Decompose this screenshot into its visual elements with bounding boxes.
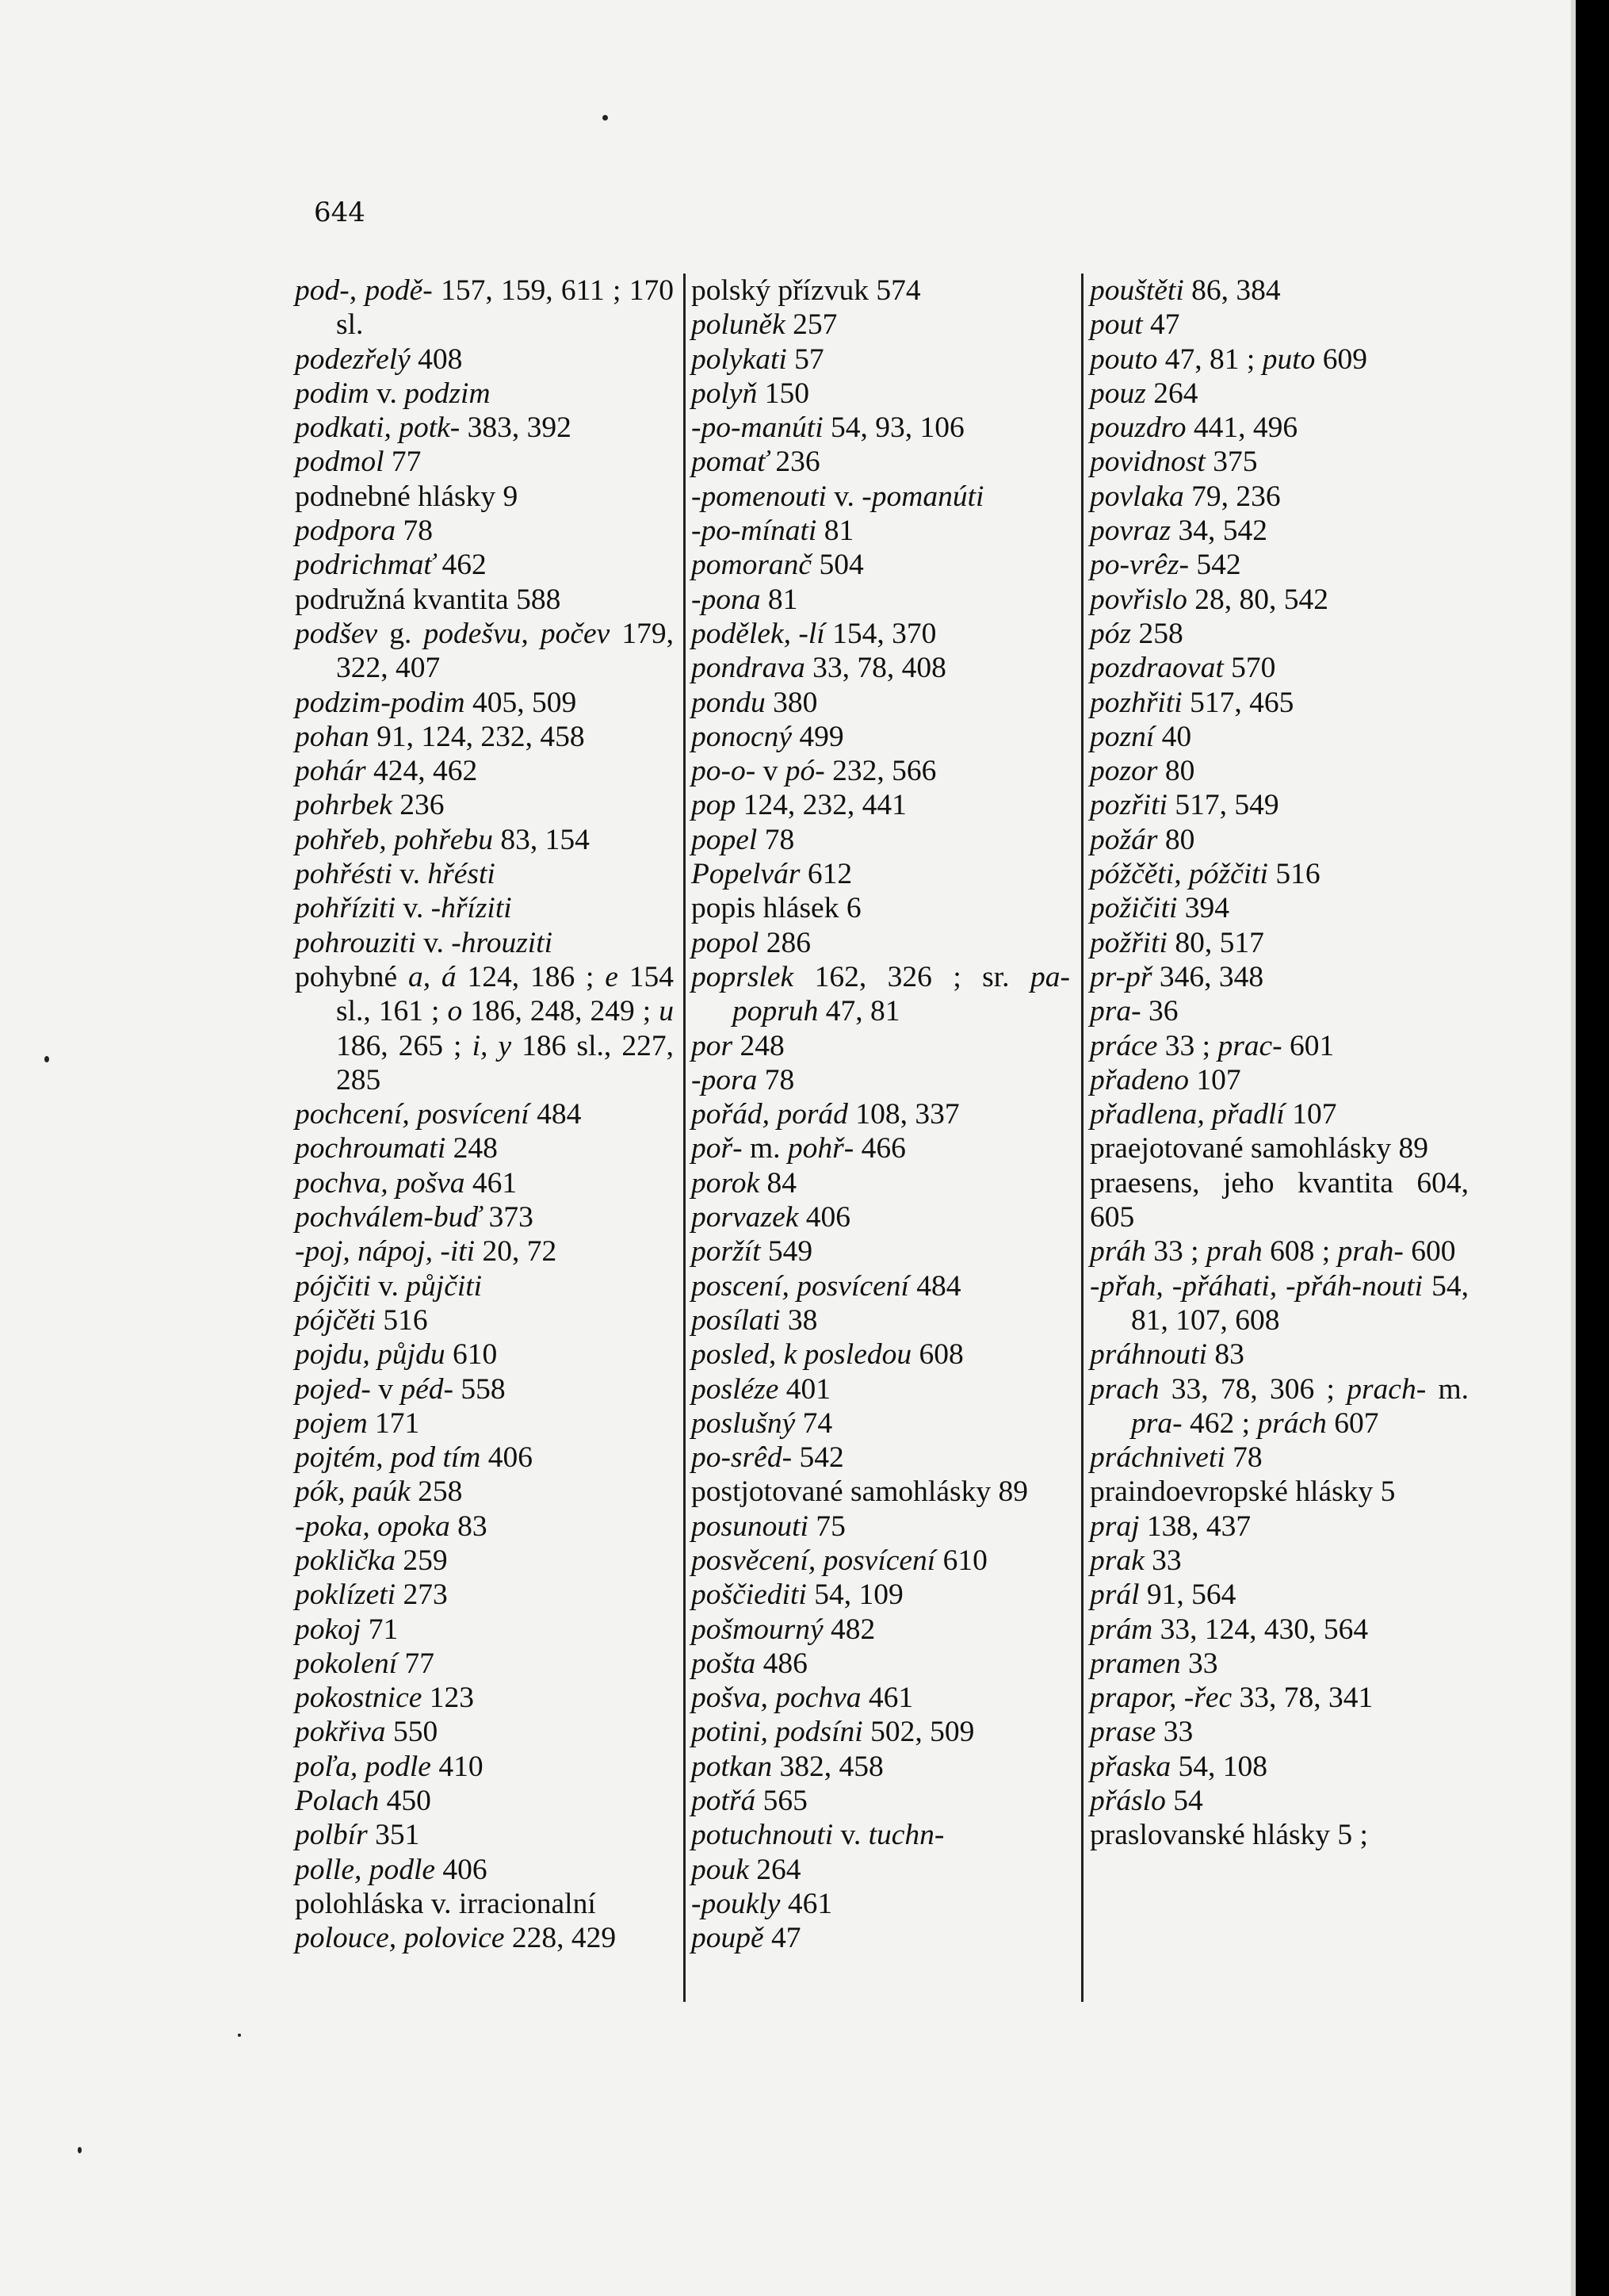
index-entry: přáslo 54: [1090, 1785, 1203, 1818]
index-entry: pout 47: [1090, 308, 1180, 342]
index-entry: povlaka 79, 236: [1090, 480, 1281, 513]
index-entry: praesens, jeho kvantita 604, 605: [1090, 1166, 1469, 1234]
index-entry: pouzdro 441, 496: [1090, 411, 1298, 445]
index-entry: podělek, -lí 154, 370: [691, 617, 937, 650]
print-speck: [238, 2034, 241, 2037]
index-entry: po-vrêz- 542: [1090, 549, 1241, 582]
index-entry: posunouti 75: [691, 1510, 846, 1543]
index-entry: práhnouti 83: [1090, 1338, 1244, 1372]
index-entry: -pora 78: [691, 1063, 795, 1096]
index-entry: praindoevropské hlásky 5: [1090, 1475, 1396, 1509]
index-entry: povřislo 28, 80, 542: [1090, 583, 1329, 616]
index-entry: potini, podsíni 502, 509: [691, 1716, 975, 1749]
index-entry: -poka, opoka 83: [295, 1510, 487, 1543]
index-entry: pohár 424, 462: [295, 755, 478, 788]
index-entry: podezřelý 408: [295, 342, 463, 376]
index-entry: práce 33 ; prac- 601: [1090, 1029, 1335, 1062]
index-entry: podšev g. podešvu, počev 179, 322, 407: [295, 617, 674, 685]
index-entry: pop 124, 232, 441: [691, 789, 907, 822]
index-entry: pr-př 346, 348: [1090, 960, 1264, 993]
index-entry: práchniveti 78: [1090, 1441, 1263, 1475]
index-entry: -poukly 461: [691, 1887, 833, 1920]
index-entry: polyň 150: [691, 377, 809, 410]
print-speck: [44, 1056, 49, 1062]
index-entry: pójčiti v. půjčiti: [295, 1269, 483, 1303]
index-entry: póžčěti, póžčiti 516: [1090, 858, 1320, 891]
index-entry: pokřiva 550: [295, 1716, 438, 1749]
index-entry: potuchnouti v. tuchn-: [691, 1819, 945, 1852]
index-entry: pouto 47, 81 ; puto 609: [1090, 342, 1368, 376]
index-entry: pozor 80: [1090, 755, 1195, 788]
index-entry: podzim-podim 405, 509: [295, 686, 577, 719]
index-entry: pohrouziti v. -hrouziti: [295, 926, 553, 959]
index-column-1: [295, 274, 674, 1956]
index-entry: povidnost 375: [1090, 446, 1258, 479]
index-entry: pošva, pochva 461: [691, 1682, 914, 1715]
index-entry: popis hlásek 6: [691, 892, 862, 925]
index-entry: podmol 77: [295, 446, 422, 479]
index-entry: pók, paúk 258: [295, 1475, 463, 1509]
index-entry: pošmourný 482: [691, 1613, 876, 1646]
index-entry: polbír 351: [295, 1819, 420, 1852]
index-entry: podnebné hlásky 9: [295, 480, 518, 513]
index-entry: -poj, nápoj, -iti 20, 72: [295, 1235, 557, 1269]
index-entry: poscení, posvícení 484: [691, 1269, 961, 1303]
index-entry: pokolení 77: [295, 1647, 435, 1680]
index-entry: požřiti 80, 517: [1090, 926, 1264, 959]
index-entry: pohrbek 236: [295, 789, 445, 822]
index-entry: pójčěti 516: [295, 1303, 428, 1337]
index-entry: pohříziti v. -hříziti: [295, 892, 512, 925]
index-entry: prapor, -řec 33, 78, 341: [1090, 1682, 1374, 1715]
index-entry: polykati 57: [691, 342, 824, 376]
index-entry: poupě 47: [691, 1922, 801, 1955]
index-entry: ponocný 499: [691, 720, 844, 753]
index-entry: potkan 382, 458: [691, 1750, 884, 1783]
index-entry: podružná kvantita 588: [295, 583, 561, 616]
index-entry: praejotované samohlásky 89: [1090, 1132, 1428, 1165]
index-entry: pořád, porád 108, 337: [691, 1098, 960, 1131]
index-entry: pouštěti 86, 384: [1090, 274, 1281, 307]
index-entry: pohřeb, pohřebu 83, 154: [295, 823, 590, 856]
index-entry: pohan 91, 124, 232, 458: [295, 720, 585, 753]
index-entry: posléze 401: [691, 1372, 831, 1406]
index-entry: požár 80: [1090, 823, 1195, 856]
index-entry: pochválem-buď 373: [295, 1201, 533, 1234]
index-entry: poščiediti 54, 109: [691, 1578, 904, 1612]
print-speck: [602, 115, 608, 121]
index-entry: podrichmať 462: [295, 549, 487, 582]
index-entry: poprslek 162, 326 ; sr. pa-popruh 47, 81: [691, 960, 1070, 1028]
index-entry: pochcení, posvícení 484: [295, 1098, 582, 1131]
index-entry: poluněk 257: [691, 308, 838, 342]
index-entry: praj 138, 437: [1090, 1510, 1252, 1543]
index-entry: -po-mínati 81: [691, 515, 854, 548]
index-entry: podim v. podzim: [295, 377, 491, 410]
index-entry: po-o- v pó- 232, 566: [691, 755, 937, 788]
index-entry: polouce, polovice 228, 429: [295, 1922, 617, 1955]
index-entry: pod-, podě- 157, 159, 611 ; 170 sl.: [295, 274, 675, 342]
index-entry: poř- m. pohř- 466: [691, 1132, 906, 1165]
column-divider: [1081, 274, 1083, 2002]
index-entry: polohláska v. irracionalní: [295, 1887, 596, 1920]
index-entry: povraz 34, 542: [1090, 515, 1267, 548]
index-entry: pomať 236: [691, 446, 820, 479]
index-entry: pochroumati 248: [295, 1132, 498, 1165]
index-entry: prach 33, 78, 306 ; prach- m. pra- 462 ; prách 607: [1090, 1372, 1470, 1440]
index-entry: pozhřiti 517, 465: [1090, 686, 1294, 719]
index-entry: porok 84: [691, 1166, 797, 1200]
index-entry: podkati, potk- 383, 392: [295, 411, 571, 445]
index-entry: po-srêd- 542: [691, 1441, 844, 1475]
index-column-2: [691, 274, 1070, 1956]
index-entry: pondrava 33, 78, 408: [691, 652, 946, 685]
index-entry: Polach 450: [295, 1785, 431, 1818]
index-entry: porvazek 406: [691, 1201, 850, 1234]
index-entry: pojem 171: [295, 1406, 420, 1440]
index-entry: pomoranč 504: [691, 549, 864, 582]
index-entry: poržít 549: [691, 1235, 813, 1269]
index-entry: přaska 54, 108: [1090, 1750, 1267, 1783]
page-number: 644: [314, 197, 365, 228]
index-entry: prál 91, 564: [1090, 1578, 1236, 1612]
index-entry: por 248: [691, 1029, 785, 1062]
index-entry: potřá 565: [691, 1785, 808, 1818]
index-entry: pozdraovat 570: [1090, 652, 1276, 685]
index-entry: popol 286: [691, 926, 812, 959]
index-entry: přadeno 107: [1090, 1063, 1241, 1096]
index-entry: postjotované samohlásky 89: [691, 1475, 1028, 1509]
index-entry: -po-manúti 54, 93, 106: [691, 411, 965, 445]
index-entry: prase 33: [1090, 1716, 1194, 1749]
index-entry: posílati 38: [691, 1303, 818, 1337]
index-entry: pozřiti 517, 549: [1090, 789, 1279, 822]
index-entry: pokoj 71: [295, 1613, 399, 1646]
index-entry: póz 258: [1090, 617, 1183, 650]
index-entry: poklízeti 273: [295, 1578, 448, 1612]
index-entry: prak 33: [1090, 1544, 1182, 1577]
index-entry: prám 33, 124, 430, 564: [1090, 1613, 1369, 1646]
index-entry: pozní 40: [1090, 720, 1192, 753]
column-divider: [683, 274, 686, 2002]
index-entry: pojed- v péd- 558: [295, 1372, 506, 1406]
print-speck: [78, 2147, 82, 2153]
index-entry: pochva, pošva 461: [295, 1166, 518, 1200]
index-entry: pošta 486: [691, 1647, 808, 1680]
index-entry: pouz 264: [1090, 377, 1198, 410]
index-entry: polský přízvuk 574: [691, 274, 921, 307]
index-entry: pojdu, půjdu 610: [295, 1338, 498, 1372]
index-entry: požičiti 394: [1090, 892, 1230, 925]
index-entry: přadlena, přadlí 107: [1090, 1098, 1337, 1131]
index-entry: -přah, -přáhati, -přáh-nouti 54, 81, 107, 608: [1090, 1269, 1469, 1337]
index-entry: pokostnice 123: [295, 1682, 474, 1715]
index-entry: pondu 380: [691, 686, 818, 719]
index-entry: poklička 259: [295, 1544, 448, 1577]
index-entry: pohybné a, á 124, 186 ; e 154 sl., 161 ; o 186, 248, 249 ; u 186, 265 ; i, y 186 sl., 227, 285: [295, 960, 674, 1096]
index-entry: posvěcení, posvícení 610: [691, 1544, 988, 1577]
index-entry: -pomenouti v. -pomanúti: [691, 480, 984, 513]
index-entry: -pona 81: [691, 583, 798, 616]
index-entry: práh 33 ; prah 608 ; prah- 600: [1090, 1235, 1456, 1269]
index-entry: polle, podle 406: [295, 1853, 487, 1886]
index-entry: Popelvár 612: [691, 858, 853, 891]
index-entry: poslušný 74: [691, 1406, 833, 1440]
index-entry: posled, k posledou 608: [691, 1338, 964, 1372]
index-entry: podpora 78: [295, 515, 433, 548]
index-entry: pra- 36: [1090, 995, 1179, 1028]
index-entry: pojtém, pod tím 406: [295, 1441, 533, 1475]
index-entry: praslovanské hlásky 5 ;: [1090, 1819, 1368, 1852]
index-entry: pouk 264: [691, 1853, 801, 1886]
index-entry: poľa, podle 410: [295, 1750, 483, 1783]
index-entry: pramen 33: [1090, 1647, 1218, 1680]
index-column-3: [1090, 274, 1469, 1853]
index-entry: pohřésti v. hřésti: [295, 858, 495, 891]
index-entry: popel 78: [691, 823, 795, 856]
